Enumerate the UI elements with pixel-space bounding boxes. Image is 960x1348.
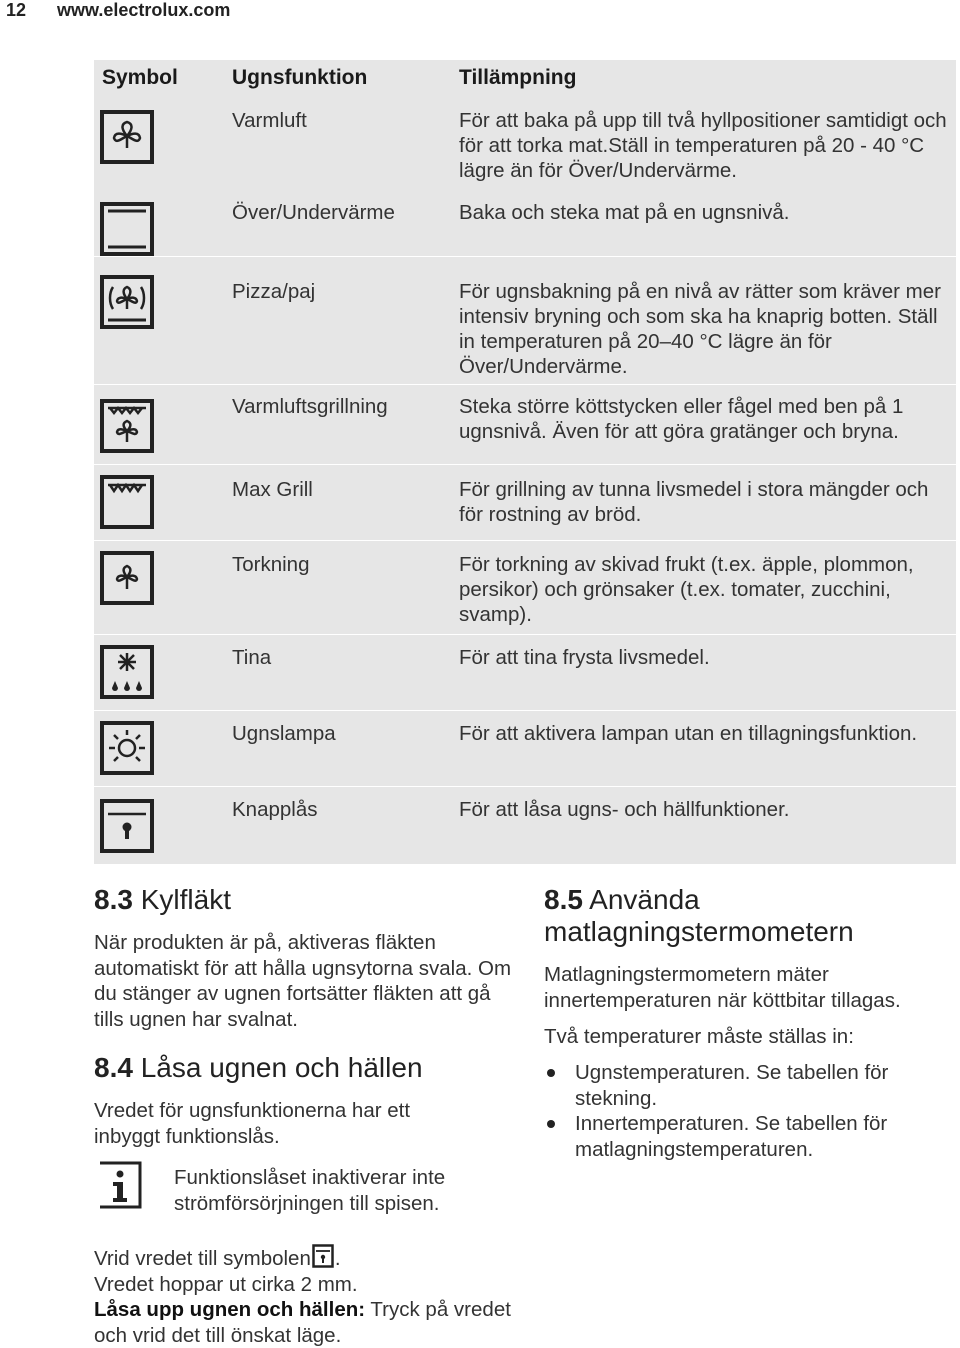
section-8-5-subtext: Två temperaturer måste ställas in: xyxy=(544,1025,854,1048)
table-row xyxy=(94,96,956,184)
function-name: Torkning xyxy=(232,553,310,576)
list-item: Ugnstemperaturen. Se tabellen för stekning. xyxy=(544,1060,944,1111)
table-row xyxy=(94,540,956,635)
function-name: Knapplås xyxy=(232,798,318,821)
info-note: Funktionslåset inaktiverar inte strömförsörjningen till spisen. xyxy=(174,1166,446,1215)
list-item: Innertemperaturen. Se tabellen för matlagningstemperaturen. xyxy=(544,1111,944,1162)
section-title: Låsa ugnen och hällen xyxy=(140,1052,423,1083)
header-function: Ugnsfunktion xyxy=(232,66,368,89)
table-row xyxy=(94,634,956,711)
table-header xyxy=(94,60,956,96)
table-row xyxy=(94,786,956,865)
step-turn-knob-end: . xyxy=(334,1247,341,1270)
table-row xyxy=(94,184,956,256)
function-application: För att låsa ugns- och hällfunktioner. xyxy=(459,798,790,821)
section-8-5-text: Matlagningstermometern mäter innertemperaturen när köttbitar tillagas. xyxy=(544,963,901,1012)
function-name: Varmluft xyxy=(232,109,307,132)
defrost-icon xyxy=(100,645,154,699)
function-application: För att tina frysta livsmedel. xyxy=(459,646,710,669)
step-turn-knob: Vrid vredet till symbolen xyxy=(94,1247,311,1270)
section-title: Använda xyxy=(589,884,700,915)
lock-icon xyxy=(312,1244,334,1268)
lamp-icon xyxy=(100,721,154,775)
section-number: 8.5 xyxy=(544,884,583,915)
function-application: Steka större köttstycken eller fågel med ben på 1 ugnsnivå. Även för att göra gratänger och bryna. xyxy=(459,395,904,443)
function-application: För att aktivera lampan utan en tillagningsfunktion. xyxy=(459,722,918,745)
function-name: Ugnslampa xyxy=(232,722,336,745)
function-name: Max Grill xyxy=(232,478,313,501)
page-header xyxy=(0,0,960,28)
step-knob-pops: Vredet hoppar ut cirka 2 mm. xyxy=(94,1272,358,1296)
section-8-4-heading xyxy=(94,1052,423,1084)
table-row xyxy=(94,384,956,465)
max-grill-icon xyxy=(100,475,154,529)
section-title-line2: matlagningstermometern xyxy=(544,916,854,947)
function-application: För grillning av tunna livsmedel i stora mängder och för rostning av bröd. xyxy=(459,478,929,526)
website-url: www.electrolux.com xyxy=(57,0,231,20)
function-application: För torkning av skivad frukt (t.ex. äpple, plommon, persikor) och grönsaker (t.ex. tomater, zucchini, svamp). xyxy=(459,553,914,626)
function-application: För att baka på upp till två hyllpositioner samtidigt och för att torka mat.Ställ in temperaturen på 20 - 40 °C lägre än för Över/Undervärme. xyxy=(459,109,947,182)
section-title: Kylfläkt xyxy=(140,884,231,915)
unlock-text: Tryck på vredet och vrid det till önskat läge. xyxy=(94,1298,511,1347)
oven-functions-table xyxy=(94,60,956,864)
fan-icon xyxy=(100,110,154,164)
page-number: 12 xyxy=(6,0,27,20)
table-row xyxy=(94,464,956,541)
function-name: Över/Undervärme xyxy=(232,201,395,224)
section-8-4-text: Vredet för ugnsfunktionerna har ett inbyggt funktionslås. xyxy=(94,1099,411,1148)
info-icon xyxy=(96,1160,144,1210)
section-8-5-heading xyxy=(544,884,854,948)
header-symbol: Symbol xyxy=(102,66,178,89)
section-number: 8.4 xyxy=(94,1052,133,1083)
top-bottom-heat-icon xyxy=(100,202,154,256)
function-name: Varmluftsgrillning xyxy=(232,395,388,418)
function-application: För ugnsbakning på en nivå av rätter som kräver mer intensiv bryning och som ska ha knaprig botten. Ställ in temperaturen på 20–40 °C lägre än för Över/Undervärme. xyxy=(459,280,941,378)
drying-icon xyxy=(100,551,154,605)
section-number: 8.3 xyxy=(94,884,133,915)
bullet-list xyxy=(544,1060,944,1162)
function-application: Baka och steka mat på en ugnsnivå. xyxy=(459,201,790,224)
table-row xyxy=(94,256,956,385)
pizza-icon xyxy=(100,275,154,329)
header-application: Tillämpning xyxy=(459,66,577,89)
section-8-3-heading xyxy=(94,884,231,916)
unlock-label: Låsa upp ugnen och hällen: xyxy=(94,1298,366,1321)
fan-grill-icon xyxy=(100,399,154,453)
lock-icon xyxy=(100,799,154,853)
section-8-3-text: När produkten är på, aktiveras fläkten automatiskt för att hålla ugnsytorna svala. Om du stänger av ugnen fortsätter fläkten att gå tills ugnen har svalnat. xyxy=(94,931,512,1031)
table-row xyxy=(94,710,956,787)
function-name: Tina xyxy=(232,646,272,669)
function-name: Pizza/paj xyxy=(232,280,316,303)
lock-instructions xyxy=(94,1244,514,1348)
